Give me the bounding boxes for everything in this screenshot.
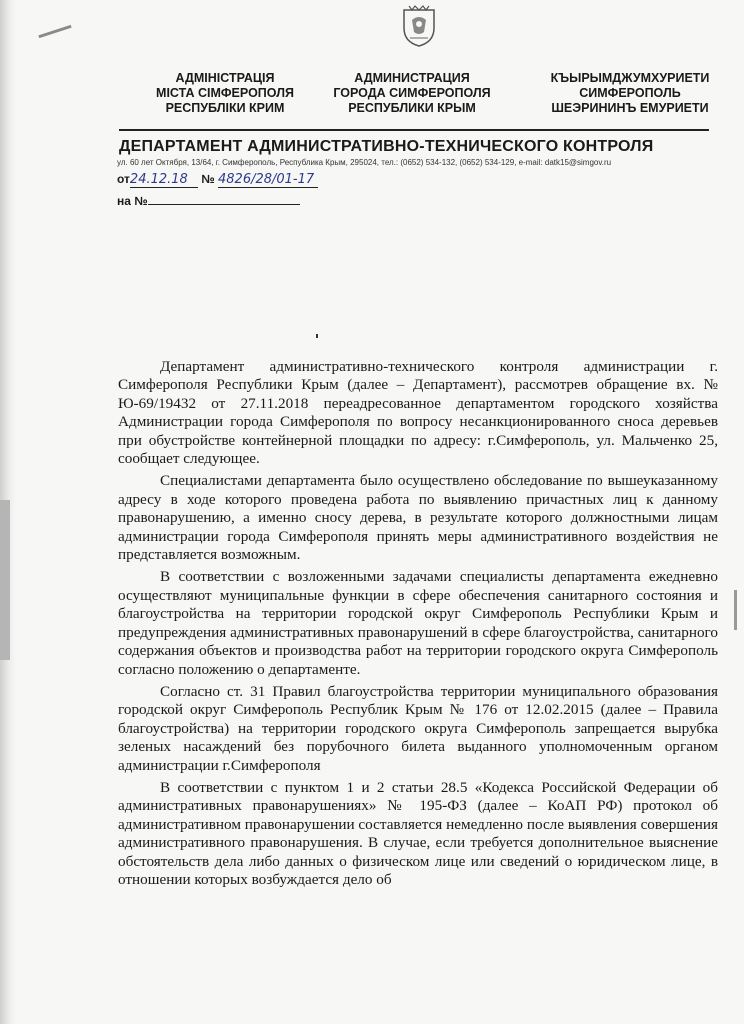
outgoing-number: 4826/28/01-17 bbox=[218, 172, 315, 187]
body-paragraph: Согласно ст. 31 Правил благоустройства территории муниципального образования городской округ Симферополь Республик Крым № 176 от 12.02.2015 (далее – Правила благоустройства) на территории городского округа Симферополь запрещается вырубка зеленых насаждений без порубочного билета выданного уполномоченным органом администрации г.Симферополя bbox=[118, 682, 718, 774]
header-line: АДМИНИСТРАЦИЯ bbox=[354, 71, 470, 85]
header-line: МІСТА СІМФЕРОПОЛЯ bbox=[156, 86, 294, 100]
outgoing-reference bbox=[117, 172, 318, 188]
crimea-emblem-icon bbox=[400, 4, 438, 48]
outgoing-date: 24.12.18 bbox=[129, 172, 188, 187]
department-title: ДЕПАРТАМЕНТ АДМИНИСТРАТИВНО-ТЕХНИЧЕСКОГО КОНТРОЛЯ bbox=[119, 138, 654, 155]
body-paragraph: В соответствии с пунктом 1 и 2 статьи 28.5 «Кодекса Российской Федерации об административных правонарушениях» № 195-ФЗ (далее – КоАП РФ) протокол об административном правонарушении составляется немедленно после выявления совершения административного правонарушения. В случае, если требуется дополнительное выяснение обстоятельств дела либо данных о физическом лице или сведений о юридическом лице, в отношении которых возбуждается дело об bbox=[118, 778, 718, 888]
header-line: АДМІНІСТРАЦІЯ bbox=[175, 71, 275, 85]
scan-mark bbox=[734, 590, 737, 630]
from-label: от bbox=[117, 172, 130, 186]
incoming-reference bbox=[117, 192, 300, 208]
header-line: РЕСПУБЛИКИ КРЫМ bbox=[348, 101, 476, 115]
number-label: № bbox=[201, 172, 215, 186]
header-line: СИМФЕРОПОЛЬ bbox=[579, 86, 681, 100]
header-russian bbox=[318, 71, 506, 116]
header-crimean-tatar bbox=[530, 71, 730, 116]
header-line: КЪЫРЫМДЖУМХУРИЕТИ bbox=[550, 71, 710, 85]
department-address: ул. 60 лет Октября, 13/64, г. Симферополь, Республика Крым, 295024, тел.: (0652) 534-132, (0652) 534-129, e-mail: datk15@simgov.ru bbox=[117, 158, 612, 167]
body-paragraph: В соответствии с возложенными задачами специалисты департамента ежедневно осуществляют муниципальные функции в сфере обеспечения санитарного состояния и благоустройства на территории городской округ Симферополь Республики Крым и предупреждения административных правонарушений в сфере благоустройства, санитарного содержания объектов и производства работ на территории городского округа Симферополь согласно положению о департаменте. bbox=[118, 568, 718, 678]
header-line: РЕСПУБЛІКИ КРИМ bbox=[165, 101, 285, 115]
header-line: ШЕЭРИНИНЪ ЕМУРИЕТИ bbox=[551, 101, 709, 115]
scan-mark bbox=[0, 500, 10, 660]
body-paragraph: Департамент административно-технического контроля администрации г. Симферополя Республики Крым (далее – Департамент), рассмотрев обращение вх. № Ю-69/19432 от 27.11.2018 переадресованное департаментом городского хозяйства Администрации города Симферополя по вопросу несанкционированного сноса деревьев при обустройстве контейнерной площадки по адресу: г.Симферополь, ул. Мальченко 25, сообщает следующее. bbox=[118, 358, 718, 468]
header-line: ГОРОДА СИМФЕРОПОЛЯ bbox=[333, 86, 491, 100]
header-ukrainian bbox=[130, 71, 320, 116]
scan-mark bbox=[38, 25, 71, 38]
scan-speck bbox=[316, 334, 318, 338]
body-paragraph: Специалистами департамента было осуществлено обследование по вышеуказанному адресу в ходе которого проведена работа по выявлению причастных лиц к данному правонарушению, а именно сносу дерева, в результате которого должностными лицам администрации города Симферополя принять меры административного воздействия не представляется возможным. bbox=[118, 472, 718, 564]
letter-body bbox=[118, 358, 718, 893]
header-divider bbox=[119, 129, 709, 131]
on-label: на № bbox=[117, 194, 148, 208]
